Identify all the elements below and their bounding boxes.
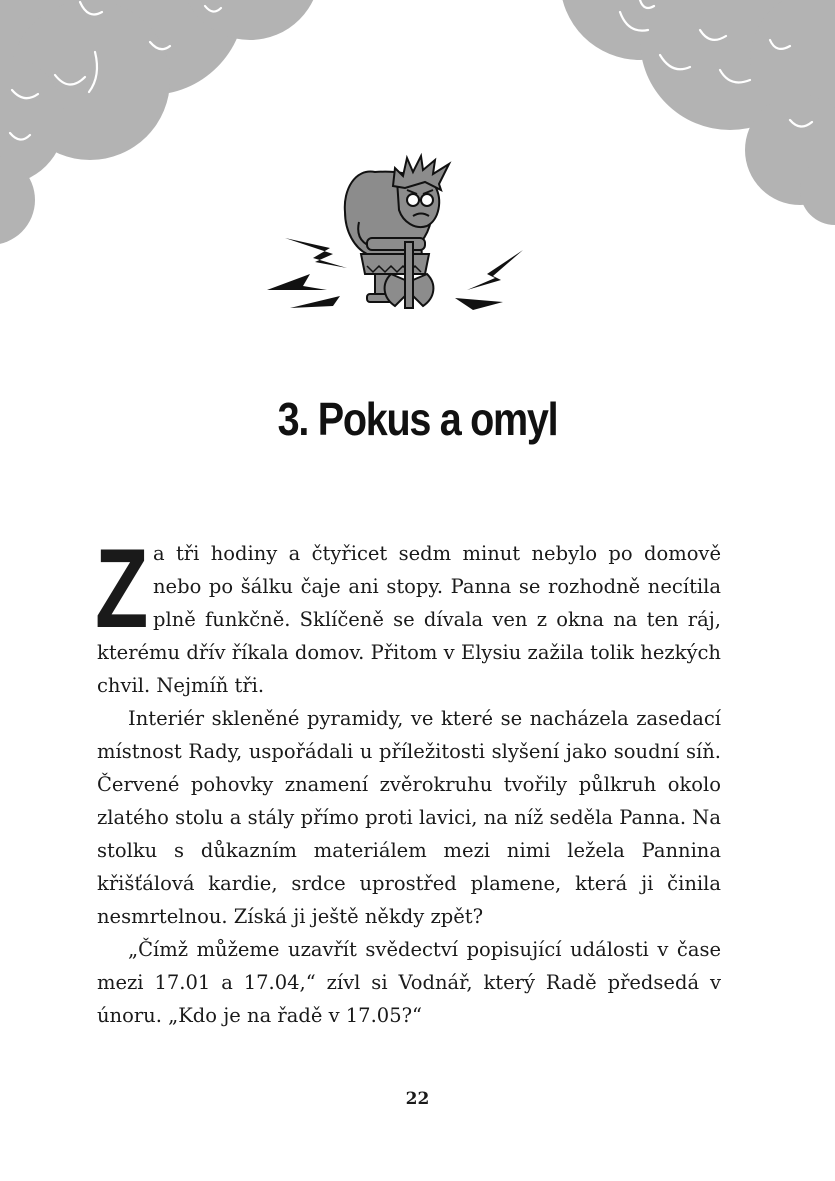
page-number: 22: [405, 1089, 430, 1109]
paragraph-1: [95, 526, 721, 702]
drop-cap: Z: [95, 526, 149, 651]
paragraph-1-text: a tři hodiny a čtyřicet sedm minut nebylo po domově nebo po šálku čaje ani stopy. Panna se rozhodně necítila plně funkčně. Sklíčeně se dívala ven z okna na ten ráj, kterému dřív říkala domov. Přitom v Elysiu zažila tolik hezkých chvil. Nejmíň tři.: [97, 542, 721, 697]
chapter-body: [95, 526, 721, 1032]
paragraph-2: Interiér skleněné pyramidy, ve které se nacházela zasedací místnost Rady, uspořádali u příležitosti slyšení jako soudní síň. Červené pohovky znamení zvěrokruhu tvořily půlkruh okolo zlatého stolu a stály přímo proti lavici, na níž seděla Panna. Na stolku s důkazním materiálem mezi nimi ležela Pannina křišťálová kardie, srdce uprostřed plamene, která ji činila nesmrtelnou. Získá ji ještě někdy zpět?: [97, 707, 721, 928]
grumpy-man-with-axe-icon: [255, 150, 535, 320]
paragraph-3: „Čímž můžeme uzavřít svědectví popisující události v čase mezi 17.01 a 17.04,“ zívl si Vodnář, který Radě předsedá v únoru. „Kdo je na řadě v 17.05?“: [97, 938, 721, 1027]
chapter-title: 3. Pokus a omyl: [277, 393, 558, 445]
